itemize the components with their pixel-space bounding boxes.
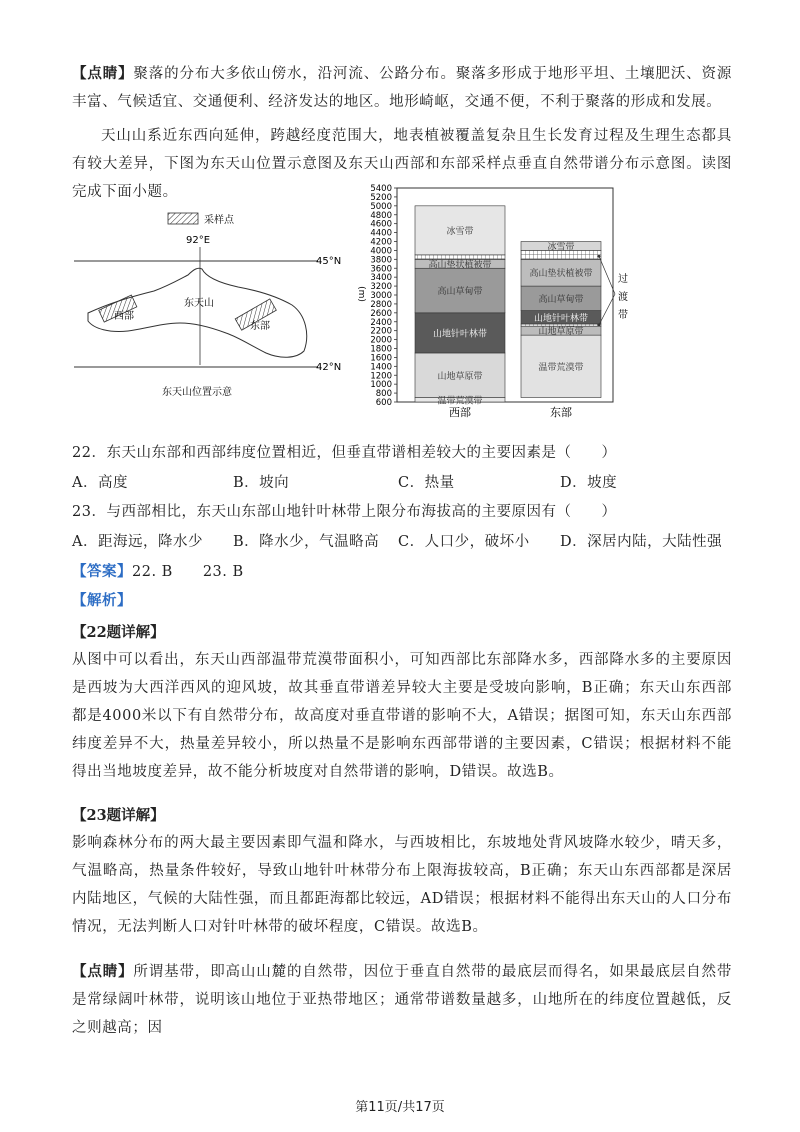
west-label: 西部	[114, 311, 134, 322]
belt-label: 高山垫状植被带	[428, 260, 492, 271]
detail-23-text: 影响森林分布的两大最主要因素即气温和降水，与西坡相比，东坡地处背风坡降水较少，晴天多，气温略高，热量条件较好，导致山地针叶林带分布上限海拔较高，B正确；东天山东西部都是深居内陆地区，气候的大陆性强，而且都距海都比较远，AD错误；根据材料不能得出东天山的人口分布情况，无法判断人口对针叶林带的破坏程度，C错误。故选B。	[72, 835, 732, 935]
q23-option-d: D．深居内陆，大陆性强	[560, 534, 723, 550]
transition-belt	[521, 324, 601, 326]
q22-option-b: B．坡向	[233, 475, 290, 491]
belt-label: 山地针叶林带	[533, 313, 589, 324]
page-footer: 第11页/共17页	[355, 1100, 445, 1115]
annotation-arrow-head	[598, 255, 601, 258]
y-tick-label: 600	[375, 398, 392, 408]
longitude-label: 92°E	[186, 235, 211, 246]
y-tick-label: 1200	[370, 371, 392, 382]
y-tick-label: 1800	[370, 344, 392, 355]
annotation-label: 带	[618, 310, 628, 321]
east-label: 东部	[250, 321, 270, 332]
y-tick-label: 1400	[370, 362, 392, 373]
y-tick-label: 4600	[370, 219, 392, 230]
belt-label: 温带荒漠带	[538, 362, 584, 373]
belt-label: 山地草原带	[437, 371, 483, 382]
answer-label: 【答案】	[72, 563, 132, 580]
y-tick-label: 3600	[370, 264, 392, 275]
belt-label: 山地针叶林带	[432, 329, 488, 340]
y-tick-label: 2200	[370, 326, 392, 337]
answer-line	[72, 560, 244, 584]
question-22-stem: 22．东天山东部和西部纬度位置相近，但垂直带谱相差较大的主要因素是（ ）	[72, 445, 617, 461]
map-caption: 东天山位置示意	[162, 387, 232, 398]
intro-tip-paragraph	[72, 60, 732, 116]
y-tick-label: 3400	[370, 273, 392, 284]
q23-option-c: C．人口少，破坏小	[398, 534, 530, 550]
annotation-label: 过	[618, 274, 628, 285]
y-tick-label: 3800	[370, 255, 392, 266]
location-map	[70, 205, 345, 410]
tip-2-paragraph	[72, 958, 732, 1042]
vertical-belt-chart	[345, 182, 640, 422]
column-category-label: 西部	[449, 406, 471, 419]
y-tick-label: 2600	[370, 308, 392, 319]
analysis-label: 【解析】	[72, 592, 132, 609]
detail-23-title: 【23题详解】	[72, 807, 165, 824]
y-tick-label: 5200	[370, 192, 392, 203]
y-tick-label: 2400	[370, 317, 392, 328]
tip-label: 【点睛】	[72, 65, 134, 82]
belt-label: 冰雪带	[446, 226, 474, 237]
tip-2-text: 所谓基带，即高山山麓的自然带，因位于垂直自然带的最底层而得名，如果最底层自然带是常绿阔叶林带，说明该山地位于亚热带地区；通常带谱数量越多，山地所在的纬度位置越低，反之则越高；因	[72, 964, 732, 1036]
belt-label: 高山垫状植被带	[529, 269, 593, 280]
mountain-label: 东天山	[184, 298, 214, 309]
belt-label: 冰雪带	[547, 242, 575, 253]
belt-label: 温带荒漠带	[437, 396, 483, 407]
y-axis-label: (m)	[356, 286, 366, 302]
annotation-label: 渡	[618, 292, 628, 303]
belt-label: 高山草甸带	[538, 294, 584, 305]
y-tick-label: 4400	[370, 228, 392, 239]
y-tick-label: 1600	[370, 353, 392, 364]
y-tick-label: 800	[375, 389, 392, 400]
latitude-45-label: 45°N	[316, 256, 342, 267]
q22-option-c: C．热量	[398, 475, 455, 491]
legend-label: 采样点	[204, 215, 234, 226]
y-tick-label: 2800	[370, 299, 392, 310]
y-tick-label: 4200	[370, 237, 392, 248]
y-tick-label: 5400	[370, 184, 392, 194]
legend-swatch	[168, 213, 198, 224]
q22-option-a: A．高度	[72, 475, 128, 491]
y-tick-label: 5000	[370, 201, 392, 212]
detail-22-text: 从图中可以看出，东天山西部温带荒漠带面积小，可知西部比东部降水多，西部降水多的主要原因是西坡为大西洋西风的迎风坡，故其垂直带谱差异较大主要是受坡向影响，B正确；东天山东西部都是4000米以下有自然带分布，故高度对垂直带谱的影响不大，A错误；据图可知，东天山东西部纬度差异不大，热量差异较小，所以热量不是影响东西部带谱的主要因素，C错误；根据材料不能得出当地坡度差异，故不能分析坡度对自然带谱的影响，D错误。故选B。	[72, 652, 732, 780]
column-category-label: 东部	[550, 406, 572, 419]
y-tick-label: 1000	[370, 380, 392, 391]
y-tick-label: 3000	[370, 291, 392, 301]
q23-option-b: B．降水少，气温略高	[233, 534, 380, 550]
q22-option-d: D．坡度	[560, 475, 618, 491]
transition-belt	[415, 255, 505, 259]
y-tick-label: 4000	[370, 246, 392, 257]
tip-2-label: 【点睛】	[72, 963, 134, 980]
question-23-stem: 23．与西部相比，东天山东部山地针叶林带上限分布海拔高的主要原因有（ ）	[72, 504, 617, 520]
material-paragraph: 天山山系近东西向延伸，跨越经度范围大，地表植被覆盖复杂且生长发育过程及生理生态都具有较大差异，下图为东天山位置示意图及东天山西部和东部采样点垂直自然带谱分布示意图。读图完成下面小题。	[72, 128, 732, 200]
detail-22-title: 【22题详解】	[72, 624, 165, 641]
belt-label: 山地草原带	[538, 327, 584, 338]
y-tick-label: 4800	[370, 210, 392, 221]
latitude-42-label: 42°N	[316, 362, 342, 373]
q23-option-a: A．距海远，降水少	[72, 534, 203, 550]
annotation-arrow-head	[598, 323, 601, 326]
y-tick-label: 3200	[370, 282, 392, 293]
tip-text: 聚落的分布大多依山傍水，沿河流、公路分布。聚落多形成于地形平坦、土壤肥沃、资源丰富、气候适宜、交通便利、经济发达的地区。地形崎岖，交通不便，不利于聚落的形成和发展。	[72, 66, 732, 110]
belt-label: 高山草甸带	[437, 287, 483, 298]
y-tick-label: 2000	[370, 335, 392, 346]
answer-text: 22. B 23. B	[132, 564, 244, 580]
